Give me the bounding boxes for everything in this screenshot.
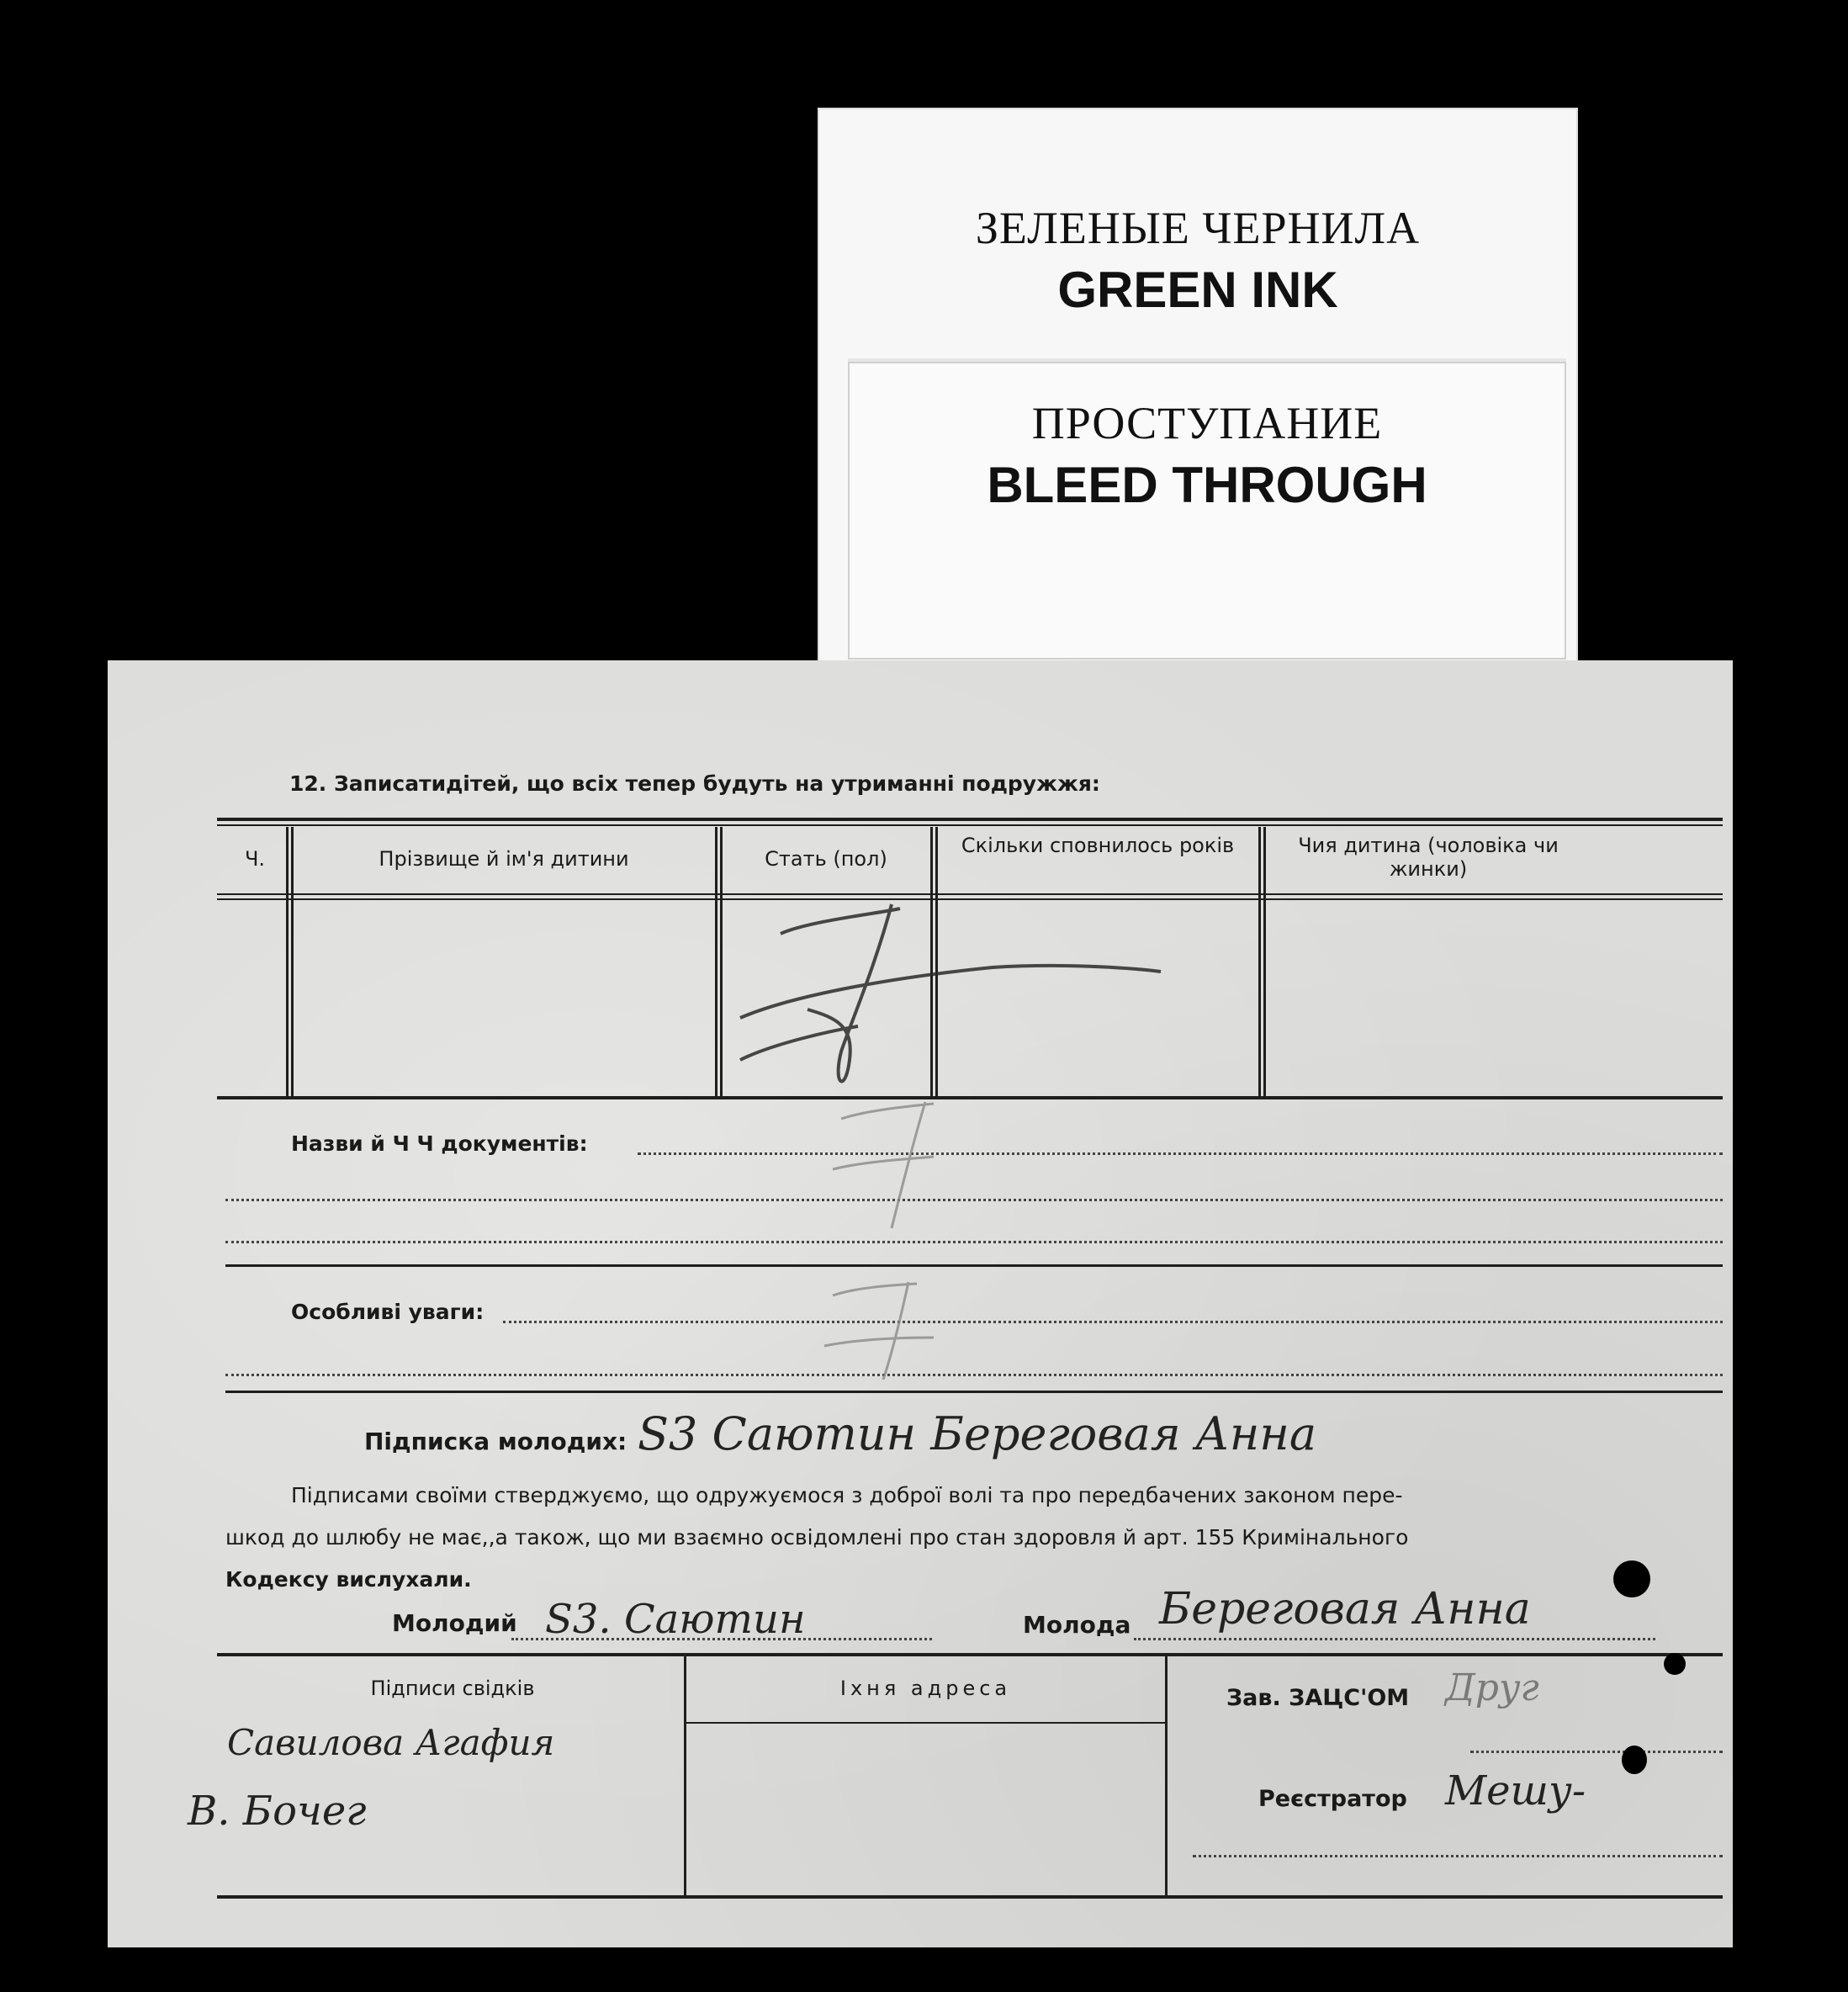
newlyweds-signature-label: Підписка молодих: (364, 1428, 627, 1455)
declaration-line-1: Підписами своїми стверджуємо, що одружуємося з доброї волі та про передбачених законом пере- (291, 1483, 1403, 1507)
bride-label: Молода (1023, 1611, 1131, 1639)
bleed-through-ru-text: ПРОСТУПАНИЕ (1031, 398, 1383, 448)
green-ink-ru-text: ЗЕЛЕНЫЕ ЧЕРНИЛА (975, 203, 1421, 253)
remarks-label: Особливі уваги: (291, 1300, 485, 1324)
registrar-signature: Мешу- (1445, 1767, 1586, 1815)
groom-signature: Ѕ3. Саютин (545, 1596, 806, 1643)
witness-signature-1: Савилова Агафия (227, 1722, 555, 1763)
head-label: Зав. ЗАЦС'ОМ (1226, 1685, 1410, 1711)
groom-label: Молодий (392, 1609, 517, 1637)
witnesses-header: Підписи свідків (370, 1677, 535, 1700)
section-title: 12. Записатидітей, що всіх тепер будуть на утриманні подружжя: (289, 771, 1100, 796)
head-signature: Друг (1445, 1666, 1539, 1709)
registrar-label: Реєстратор (1258, 1786, 1407, 1812)
address-header: Іхня адреса (839, 1677, 1012, 1700)
bleed-through-stroke (740, 904, 1161, 1081)
bleed-through-stroke (833, 1102, 934, 1228)
table-header-age: Скільки сповнилось років (961, 834, 1235, 857)
bride-signature: Береговая Анна (1159, 1584, 1531, 1634)
documents-label: Назви й Ч Ч документів: (291, 1131, 588, 1156)
table-header-number: Ч. (244, 847, 266, 871)
declaration-line-2: шкод до шлюбу не має,,а також, що ми взаємно освідомлені про стан здоровля й арт. 155 Кримінального (225, 1525, 1409, 1550)
table-header-whose-child: Чия дитина (чоловіка чи жинки) (1298, 834, 1559, 881)
witness-signature-2: В. Бочег (188, 1788, 367, 1835)
table-header-name: Прізвище й ім'я дитини (379, 847, 629, 871)
bleed-through-stroke (824, 1282, 934, 1380)
bleed-through-en-text: BLEED THROUGH (987, 457, 1427, 513)
newlyweds-signature: Ѕ3 Саютин Береговая Анна (638, 1407, 1317, 1460)
declaration-line-3: Кодексу вислухали. (225, 1567, 472, 1592)
green-ink-en-text: GREEN INK (1057, 262, 1338, 318)
table-header-sex: Стать (пол) (765, 847, 887, 871)
